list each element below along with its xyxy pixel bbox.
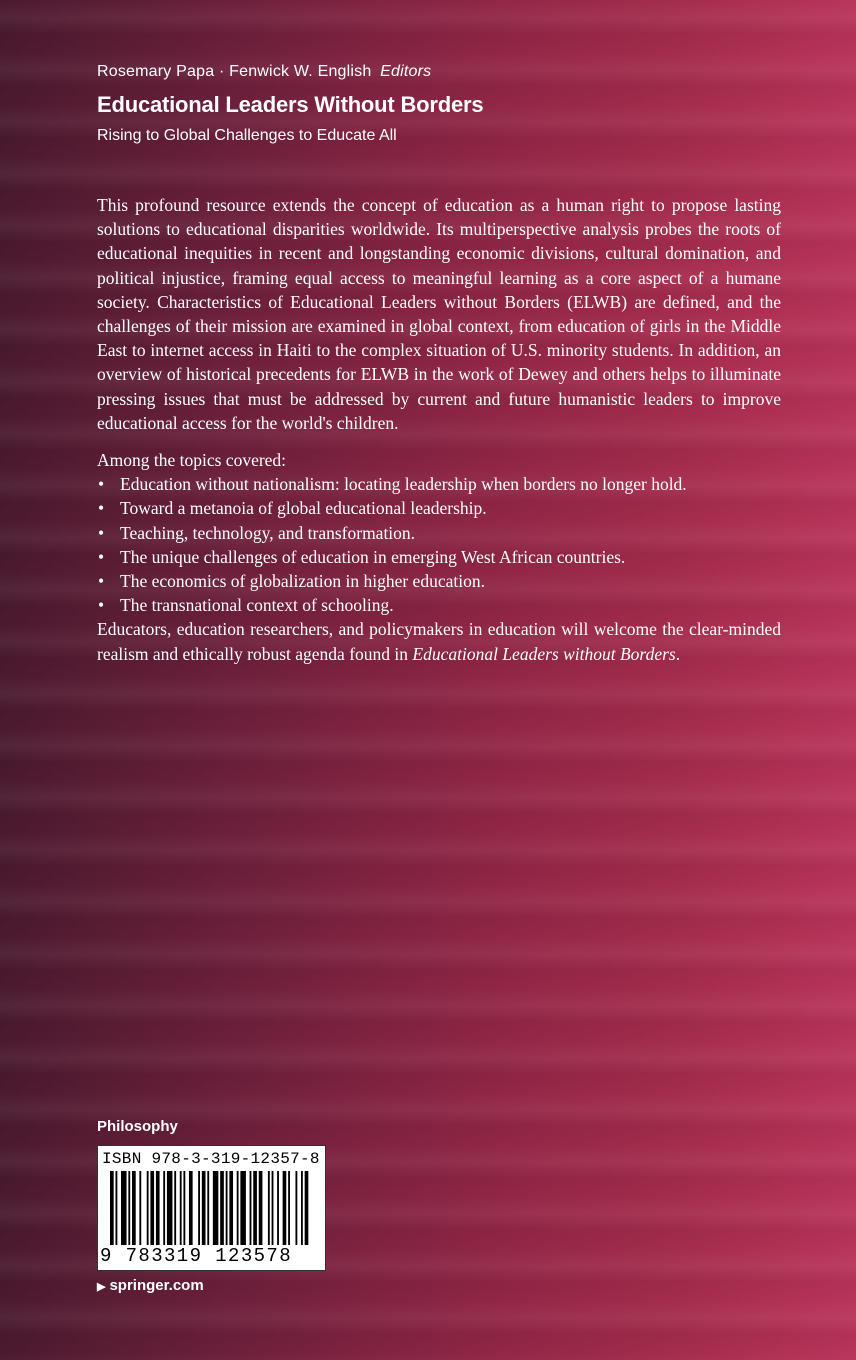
topic-item: • The economics of globalization in higher education. <box>97 569 781 593</box>
editors-role: Editors <box>380 63 432 80</box>
barcode-bar <box>288 1171 290 1245</box>
barcode-bar <box>116 1171 118 1245</box>
barcode-bar <box>128 1171 130 1245</box>
barcode-bar <box>132 1171 136 1245</box>
barcode-bar <box>283 1171 287 1245</box>
isbn-barcode <box>97 1145 326 1271</box>
barcode-bar <box>189 1171 193 1245</box>
barcode-bar <box>253 1171 257 1245</box>
barcode-bar <box>229 1171 233 1245</box>
topics-list <box>97 472 781 617</box>
topics-section <box>97 448 781 617</box>
editor-names: Rosemary Papa · Fenwick W. English <box>97 63 372 80</box>
barcode-bar <box>163 1171 165 1245</box>
barcode-bars <box>110 1171 312 1245</box>
barcode-bar <box>220 1171 224 1245</box>
blurb <box>97 193 781 666</box>
barcode-bar <box>110 1171 114 1245</box>
isbn-label: ISBN 978-3-319-12357-8 <box>102 1150 320 1168</box>
topic-item: • The transnational context of schooling. <box>97 593 781 617</box>
barcode-bar <box>295 1171 297 1245</box>
topic-item: • Toward a metanoia of global educational leadership. <box>97 496 781 520</box>
barcode-bar <box>147 1171 149 1245</box>
barcode-bar <box>301 1171 303 1245</box>
website-link[interactable] <box>97 1277 204 1294</box>
barcode-bar <box>202 1171 206 1245</box>
topics-intro: Among the topics covered: <box>97 450 287 471</box>
barcode-bar <box>272 1171 274 1245</box>
barcode-bar <box>207 1171 209 1245</box>
barcode-bar <box>150 1171 154 1245</box>
barcode-bar <box>240 1171 246 1245</box>
subject-category: Philosophy <box>97 1118 178 1135</box>
arrow-right-icon: ▶ <box>97 1281 106 1293</box>
closing-book-title: Educational Leaders without Borders <box>412 643 676 664</box>
barcode-bar <box>226 1171 228 1245</box>
topic-item: • The unique challenges of education in emerging West African countries. <box>97 545 781 569</box>
barcode-bar <box>237 1171 239 1245</box>
closing-text: Educators, education researchers, and policymakers in education will welcome the clear-minded realism and ethically robust agenda found in <box>97 619 781 664</box>
ean-digits: 9 783319 123578 <box>100 1245 293 1267</box>
website-text: springer.com <box>109 1277 204 1294</box>
barcode-bar <box>250 1171 252 1245</box>
barcode-bar <box>305 1171 309 1245</box>
barcode-bar <box>277 1171 279 1245</box>
barcode-bar <box>183 1171 185 1245</box>
barcode-bar <box>167 1171 173 1245</box>
closing-end: . <box>675 643 681 664</box>
barcode-bar <box>213 1171 219 1245</box>
barcode-bar <box>156 1171 160 1245</box>
barcode-bar <box>174 1171 176 1245</box>
topic-item: • Teaching, technology, and transformation. <box>97 521 781 545</box>
editors-line <box>97 63 431 81</box>
topic-item: • Education without nationalism: locating leadership when borders no longer hold. <box>97 472 781 496</box>
book-subtitle: Rising to Global Challenges to Educate All <box>97 127 397 144</box>
book-title: Educational Leaders Without Borders <box>97 92 484 117</box>
barcode-bar <box>180 1171 182 1245</box>
barcode-bar <box>259 1171 263 1245</box>
barcode-bar <box>268 1171 270 1245</box>
barcode-bar <box>198 1171 200 1245</box>
barcode-bar <box>139 1171 141 1245</box>
description-paragraph: This profound resource extends the concept of education as a human right to propose lasting solutions to educational disparities worldwide. Its multiperspective analysis probes the roots of educational inequities in recent and longstanding economic divisions, cultural domination, and political injustice, framing equal access to meaningful learning as a core aspect of a humane society. Characteristics of Educational Leaders without Borders (ELWB) are defined, and the challenges of their mission are examined in global context, from education of girls in the Middle East to internet access in Haiti to the complex situation of U.S. minority students. In addition, an overview of historical precedents for ELWB in the work of Dewey and others helps to illuminate pressing issues that must be addressed by current and future humanistic leaders to improve educational access for the world's children. <box>97 195 781 433</box>
barcode-bar <box>121 1171 127 1245</box>
closing-paragraph <box>97 617 781 665</box>
